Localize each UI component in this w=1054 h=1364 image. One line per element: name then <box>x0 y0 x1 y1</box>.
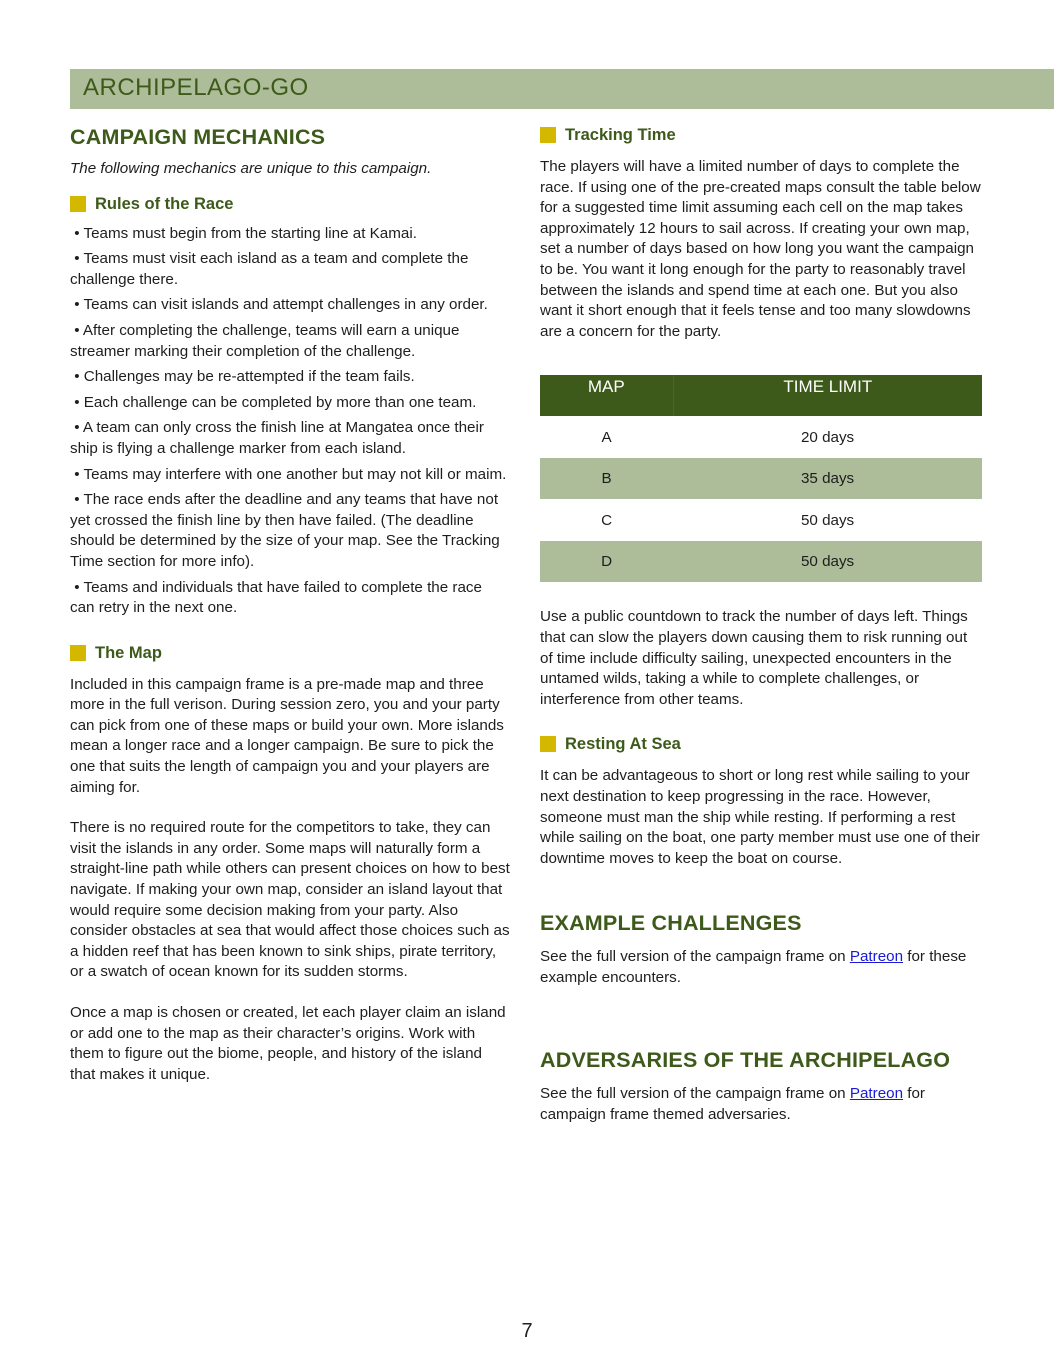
resting-at-sea-heading-label: Resting At Sea <box>565 735 681 754</box>
resting-paragraph: It can be advantageous to short or long rest while sailing to your next destination to keep progressing in the race. However, someone must man the ship while resting. If performing a rest while sailing on the boat, one party member must use one of their downtime moves to keep the boat on course. <box>540 767 980 867</box>
table-row <box>540 416 982 458</box>
mechanics-intro: The following mechanics are unique to this campaign. <box>70 160 432 177</box>
campaign-mechanics-heading: CAMPAIGN MECHANICS <box>70 125 326 149</box>
tracking-time-heading <box>540 123 982 147</box>
rule-item: • Teams must begin from the starting line at Kamai. <box>70 224 417 242</box>
section-marker-icon <box>70 196 86 212</box>
rule-item: • Teams can visit islands and attempt challenges in any order. <box>70 296 488 314</box>
rule-item: • The race ends after the deadline and any teams that have not yet crossed the finish line by then have failed. (The deadline should be determined by the size of your map. See the Tracking Time section for more info). <box>70 491 500 570</box>
patreon-link[interactable]: Patreon <box>849 1085 904 1103</box>
table-header-row <box>540 375 982 416</box>
rules-list <box>70 224 510 619</box>
time-limit-cell: 35 days <box>673 458 982 500</box>
section-marker-icon <box>540 127 556 143</box>
countdown-paragraph: Use a public countdown to track the number of days left. Things that can slow the players down causing them to risk running out of time include difficulty sailing, unexpected encounters in the untamed wilds, taking a while to complete challenges, or interference from other teams. <box>540 608 968 708</box>
rule-item: • Teams and individuals that have failed to complete the race can retry in the next one. <box>70 578 482 617</box>
rule-item: • Teams may interfere with one another but may not kill or maim. <box>70 465 507 483</box>
map-paragraph: Included in this campaign frame is a pre-made map and three more in the full verison. During session zero, you and your party can pick from one of these maps or build your own. More islands mean a longer race and a longer campaign. Be sure to pick the one that suits the length of campaign you and your players are aiming for. <box>70 675 504 796</box>
rule-item: • Teams must visit each island as a team and complete the challenge there. <box>70 250 469 288</box>
resting-at-sea-heading <box>540 732 982 756</box>
table-row <box>540 499 982 541</box>
time-limit-cell: 50 days <box>800 511 855 529</box>
rule-item: • Challenges may be re-attempted if the team fails. <box>70 368 415 386</box>
tracking-time-heading-label: Tracking Time <box>565 126 676 144</box>
adversaries-heading: ADVERSARIES OF THE ARCHIPELAGO <box>540 1048 951 1073</box>
map-cell: B <box>540 458 673 500</box>
adversaries-paragraph: See the full version of the campaign frame on Patreon for campaign frame themed adversaries. <box>540 1085 925 1124</box>
rule-item: • Each challenge can be completed by more than one team. <box>70 393 477 411</box>
column-header-time-limit: TIME LIMIT <box>673 375 982 416</box>
map-heading <box>70 641 510 665</box>
page-number: 7 <box>521 1320 533 1342</box>
time-limit-cell: 20 days <box>800 428 855 446</box>
rules-heading <box>70 192 510 216</box>
section-marker-icon <box>540 736 556 752</box>
map-cell: C <box>601 511 613 529</box>
table-row <box>540 541 982 583</box>
map-cell: D <box>540 541 673 583</box>
column-header-map: MAP <box>540 375 673 416</box>
time-limit-cell: 50 days <box>673 541 982 583</box>
table-row <box>540 458 982 500</box>
section-marker-icon <box>70 645 86 661</box>
challenges-paragraph: See the full version of the campaign frame on Patreon for these example encounters. <box>540 948 967 986</box>
time-limit-table <box>540 375 982 582</box>
map-cell: A <box>601 428 612 446</box>
rule-item: • A team can only cross the finish line at Mangatea once their ship is flying a challenge marker from each island. <box>70 419 484 457</box>
right-column <box>540 120 982 1126</box>
map-heading-label: The Map <box>95 643 162 662</box>
map-paragraph: There is no required route for the competitors to take, they can visit the islands in any order. Some maps will naturally form a straight-line path while others can present choices on how to best navigate. If making your own map, consider an island layout that would require some decision making from your party. Also consider obstacles at sea that would affect those choices such as a hidden reef that has been known to sink ships, pirate territory, or a swatch of ocean known for its sudden storms. <box>70 819 510 981</box>
page-title: ARCHIPELAGO-GO <box>83 74 309 101</box>
example-challenges-heading: EXAMPLE CHALLENGES <box>540 911 802 936</box>
tracking-time-paragraph: The players will have a limited number of days to complete the race. If using one of the pre-created maps consult the table below for a suggested time limit assuming each cell on the map takes approximately 12 hours to sail across. If creating your own map, set a number of days based on how long you want the campaign to be. You want it long enough for the party to reasonably travel between the islands and spend time at each one. But you also want it short enough that it feels tense and too many slowdowns are a concern for the party. <box>540 158 981 340</box>
rules-heading-label: Rules of the Race <box>95 194 234 213</box>
left-column <box>70 120 510 1085</box>
title-banner <box>70 69 1054 109</box>
map-paragraph: Once a map is chosen or created, let each player claim an island or add one to the map as their character’s origins. Work with them to figure out the biome, people, and history of the island that makes it unique. <box>70 1004 506 1083</box>
rule-item: • After completing the challenge, teams will earn a unique streamer marking their completion of the challenge. <box>70 321 460 360</box>
patreon-link[interactable]: Patreon <box>849 948 904 966</box>
